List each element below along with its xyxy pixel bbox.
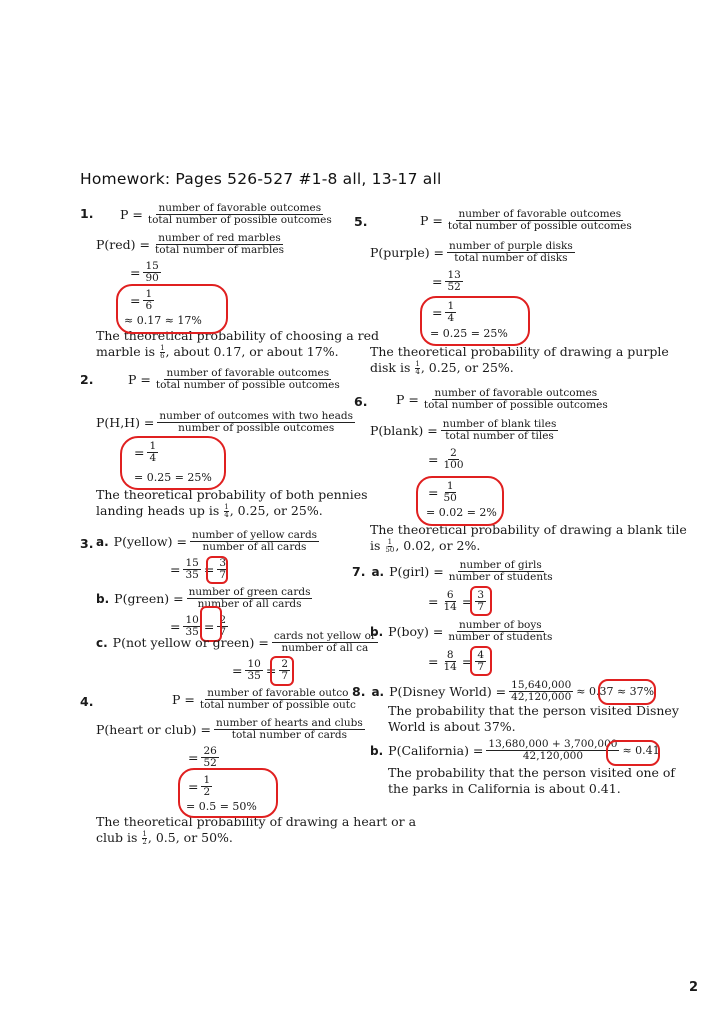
denominator: 35 — [185, 626, 199, 638]
probability-equation — [370, 419, 561, 442]
part-a-equation — [96, 530, 322, 553]
part-a-result: = $\frac{6}{14}$ = $\frac{3}{7}$ — [428, 589, 485, 613]
part-label: a. — [371, 564, 385, 579]
numerator: 2 — [281, 658, 289, 670]
numerator: 1 — [447, 300, 455, 312]
denominator: 7 — [477, 601, 485, 613]
problem-number: 6. — [354, 394, 368, 409]
lhs: P(heart or club) = — [96, 722, 212, 737]
numerator: 15 — [145, 260, 159, 272]
numerator: 2 — [219, 614, 227, 626]
numerator: 3 — [477, 589, 485, 601]
denominator: 52 — [203, 757, 217, 769]
formula — [172, 688, 361, 711]
lhs: P(red) = — [96, 237, 150, 252]
part-label: c. — [96, 635, 108, 650]
result: ≈ 0.41 — [622, 744, 660, 757]
conclusion-line-1: The theoretical probability of both pennies — [96, 487, 368, 502]
lhs: P(yellow) = — [113, 534, 187, 549]
probability-equation — [370, 241, 578, 264]
numerator: 1 — [203, 774, 211, 786]
numerator: number of favorable outcomes — [458, 208, 622, 220]
part-b-result: = $\frac{10}{35}$ = $\frac{2}{7}$ — [170, 614, 227, 638]
denominator: 14 — [443, 661, 457, 673]
probability-equation — [96, 718, 368, 741]
homework-title: Homework: Pages 526-527 #1-8 all, 13-17 all — [80, 170, 442, 188]
conclusion-line-2 — [96, 503, 323, 519]
text: is — [370, 538, 381, 553]
denominator: 35 — [247, 670, 261, 682]
problem-number: 7. — [352, 564, 366, 579]
problem-number: 8. — [352, 684, 366, 699]
denominator: 4 — [415, 368, 420, 376]
formula — [420, 209, 637, 232]
problem-number: 3. — [80, 536, 94, 551]
text: , about 0.17, or about 17%. — [165, 344, 339, 359]
denominator: 4 — [224, 511, 229, 519]
denominator: 4 — [447, 312, 455, 324]
conclusion-line-1: The theoretical probability of drawing a purple — [370, 344, 669, 359]
numerator: 1 — [142, 830, 147, 838]
denominator: 6 — [145, 300, 153, 312]
lhs: P(green) = — [114, 591, 184, 606]
step-1: = $\frac{2}{100}$ — [428, 447, 464, 471]
formula — [120, 203, 337, 226]
lhs: P(California) = — [388, 743, 484, 758]
numerator: 1 — [224, 503, 229, 511]
part-label: a. — [371, 684, 385, 699]
text: disk is — [370, 360, 411, 375]
denominator: 6 — [160, 352, 165, 360]
problem-number: 5. — [354, 214, 368, 229]
lhs: P(H,H) = — [96, 415, 155, 430]
lhs: P(boy) = — [388, 624, 444, 639]
part-label: b. — [96, 591, 110, 606]
step-3: ≈ 0.17 ≈ 17% — [124, 314, 202, 327]
lhs: P = — [120, 207, 143, 222]
denominator: 50 — [385, 546, 395, 554]
text: , 0.5, or 50%. — [147, 830, 233, 845]
conclusion-line-2 — [370, 538, 480, 554]
part-b-result: = $\frac{8}{14}$ = $\frac{4}{7}$ — [428, 649, 485, 673]
denominator: 35 — [185, 569, 199, 581]
numerator: 8 — [446, 649, 454, 661]
part-b-conclusion-1: The probability that the person visited one of — [388, 765, 676, 780]
numerator: 4 — [477, 649, 485, 661]
step-2: = $\frac{1}{4}$ — [432, 300, 455, 324]
lhs: P = — [396, 392, 419, 407]
conclusion-line-2 — [370, 360, 514, 376]
denominator: 42,120,000 — [522, 750, 583, 762]
lhs: P(blank) = — [370, 423, 438, 438]
part-label: b. — [370, 624, 384, 639]
numerator: number of boys — [459, 619, 542, 631]
step-1: = $\frac{13}{52}$ — [432, 269, 461, 293]
lhs: P(not yellow or green) = — [112, 635, 269, 650]
lhs: P(girl) = — [389, 564, 444, 579]
numerator: number of favorable outcomes — [158, 202, 322, 214]
conclusion-line-2 — [96, 830, 233, 846]
formula — [128, 368, 345, 391]
denominator: total number of possible outcomes — [423, 399, 608, 411]
numerator: cards not yellow or — [273, 630, 376, 642]
numerator: 26 — [203, 745, 217, 757]
denominator: 7 — [219, 569, 227, 581]
numerator: number of green cards — [188, 586, 311, 598]
step-2: = 0.25 = 25% — [134, 471, 212, 484]
text: , 0.02, or 2%. — [395, 538, 481, 553]
numerator: number of blank tiles — [442, 418, 557, 430]
denominator: 2 — [142, 838, 147, 846]
part-a-equation — [352, 680, 654, 703]
part-a-result: = $\frac{15}{35}$ = $\frac{3}{7}$ — [170, 557, 227, 581]
denominator: 7 — [281, 670, 289, 682]
denominator: 42,120,000 — [511, 691, 572, 703]
denominator: total number of disks — [454, 252, 568, 264]
step-3: = 0.5 = 50% — [186, 800, 257, 813]
conclusion-line-1: The theoretical probability of choosing a red — [96, 328, 380, 343]
denominator: number of all ca — [281, 642, 369, 654]
numerator: 2 — [450, 447, 457, 459]
lhs: P = — [128, 372, 151, 387]
problem-number: 1. — [80, 206, 94, 221]
conclusion-line-2 — [96, 344, 339, 360]
numerator: 1 — [446, 480, 454, 492]
denominator: total number of tiles — [445, 430, 554, 442]
page-number: 2 — [688, 980, 698, 995]
denominator: 4 — [149, 452, 157, 464]
lhs: P(Disney World) = — [389, 684, 507, 699]
denominator: 7 — [477, 661, 485, 673]
part-a-conclusion-1: The probability that the person visited Disney — [388, 703, 679, 718]
denominator: total number of cards — [231, 729, 348, 741]
numerator: 1 — [387, 538, 393, 546]
denominator: total number of possible outcomes — [447, 220, 632, 232]
part-b-equation — [370, 739, 660, 762]
denominator: total number of marbles — [155, 244, 284, 256]
denominator: total number of possible outcomes — [147, 214, 332, 226]
lhs: P = — [172, 692, 195, 707]
numerator: 10 — [185, 614, 199, 626]
part-c-equation — [96, 631, 381, 654]
part-b-equation — [96, 587, 315, 610]
step-3: = 0.25 = 25% — [430, 327, 508, 340]
denominator: 2 — [203, 786, 211, 798]
problem-number: 2. — [80, 372, 94, 387]
step-2: = $\frac{1}{6}$ — [130, 288, 153, 312]
numerator: number of outcomes with two heads — [159, 410, 353, 422]
conclusion-line-1: The theoretical probability of drawing a blank tile — [370, 522, 687, 537]
numerator: 1 — [160, 344, 165, 352]
text: club is — [96, 830, 138, 845]
text: , 0.25, or 25%. — [229, 503, 323, 518]
step-1: = $\frac{1}{4}$ — [134, 440, 157, 464]
numerator: 13 — [447, 269, 461, 281]
numerator: 1 — [145, 288, 153, 300]
lhs: P(purple) = — [370, 245, 445, 260]
part-label: b. — [370, 743, 384, 758]
denominator: 90 — [145, 272, 159, 284]
conclusion-line-1: The theoretical probability of drawing a heart or a — [96, 814, 417, 829]
text: landing heads up is — [96, 503, 220, 518]
step-1: = $\frac{15}{90}$ — [130, 260, 159, 284]
part-a-conclusion-2: World is about 37%. — [388, 719, 516, 734]
part-label: a. — [96, 534, 109, 549]
numerator: number of yellow cards — [191, 529, 318, 541]
denominator: 14 — [443, 601, 457, 613]
text: marble is — [96, 344, 156, 359]
step-3: = 0.02 = 2% — [426, 506, 497, 519]
denominator: 50 — [443, 492, 457, 504]
step-2: = $\frac{1}{50}$ — [428, 480, 457, 504]
denominator: 7 — [219, 626, 227, 638]
result: ≈ 0.37 ≈ 37% — [576, 685, 655, 698]
denominator: 52 — [447, 281, 461, 293]
denominator: number of all cards — [197, 598, 302, 610]
numerator: number of favorable outcomes — [166, 367, 330, 379]
problem-number: 4. — [80, 694, 94, 709]
text: , 0.25, or 25%. — [420, 360, 514, 375]
numerator: 6 — [446, 589, 454, 601]
denominator: total number of possible outc — [199, 699, 356, 711]
numerator: 1 — [415, 360, 420, 368]
formula — [396, 388, 613, 411]
numerator: 13,680,000 + 3,700,000 — [488, 738, 618, 750]
denominator: number of students — [448, 571, 553, 583]
numerator: 15,640,000 — [511, 679, 572, 691]
denominator: 100 — [443, 459, 464, 471]
part-b-equation — [370, 620, 557, 643]
lhs: P = — [420, 213, 443, 228]
denominator: number of students — [448, 631, 553, 643]
numerator: number of hearts and clubs — [216, 717, 363, 729]
numerator: number of purple disks — [449, 240, 573, 252]
step-2: = $\frac{1}{2}$ — [188, 774, 211, 798]
step-1: = $\frac{26}{52}$ — [188, 745, 217, 769]
part-b-conclusion-2: the parks in California is about 0.41. — [388, 781, 621, 796]
numerator: number of favorable outcomes — [434, 387, 598, 399]
numerator: 1 — [149, 440, 157, 452]
denominator: number of all cards — [202, 541, 307, 553]
numerator: number of girls — [459, 559, 542, 571]
numerator: 15 — [185, 557, 199, 569]
numerator: 3 — [219, 557, 227, 569]
part-c-result: = $\frac{10}{35}$ = $\frac{2}{7}$ — [232, 658, 289, 682]
denominator: number of possible outcomes — [178, 422, 335, 434]
numerator: number of favorable outco — [207, 687, 349, 699]
part-a-equation — [352, 560, 558, 583]
denominator: total number of possible outcomes — [155, 379, 340, 391]
probability-equation — [96, 411, 358, 434]
numerator: number of red marbles — [158, 232, 281, 244]
probability-equation — [96, 233, 289, 256]
numerator: 10 — [247, 658, 261, 670]
